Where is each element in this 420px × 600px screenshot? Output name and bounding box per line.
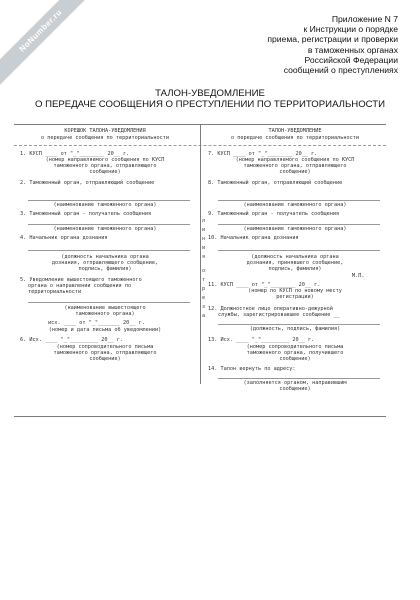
cut-letter: о: [202, 268, 206, 274]
item-5-text: органа о направлении сообщения по: [28, 283, 132, 289]
item-12-caption: (должность, подпись, фамилия): [249, 326, 341, 332]
cut-letter: я: [202, 254, 206, 260]
item-14-caption: сообщение): [279, 386, 311, 392]
item-11: 11. КУСП ____ от "_"________ 20__ г.: [208, 282, 321, 288]
item-2: 2. Таможенный орган, отправляющий сообщение: [20, 180, 155, 186]
stub-heading: КОРЕШОК ТАЛОНА-УВЕДОМЛЕНИЯ: [64, 128, 146, 134]
item-12-text: службы, зарегистрировавшее сообщение __: [218, 312, 340, 318]
header-line: к Инструкции о порядке: [303, 24, 398, 35]
cut-letter: р: [202, 286, 206, 292]
item-9-line: [218, 224, 380, 225]
item-5-text: территориальности: [28, 289, 82, 295]
item-4-caption: дознания, отправляющего сообщение,: [51, 260, 159, 266]
form-bottom-border: [14, 416, 386, 417]
item-6-caption: (номер сопроводительного письма: [56, 344, 154, 350]
document-subtitle: О ПЕРЕДАЧЕ СООБЩЕНИЯ О ПРЕСТУПЛЕНИИ ПО ТЕРРИТОРИАЛЬНОСТИ: [34, 99, 386, 110]
item-14-line: [218, 378, 380, 379]
item-4-caption: подпись, фамилия): [78, 266, 132, 272]
item-13-caption: сообщение): [279, 356, 311, 362]
item-3: 3. Таможенный орган - получатель сообщения: [20, 211, 152, 217]
item-3-line: [28, 224, 190, 225]
item-5-outgoing-caption: (номер и дата письма об уведомлении): [48, 327, 162, 333]
item-10-caption: (должность начальника органа: [251, 254, 339, 260]
item-11-caption: регистрации): [276, 294, 314, 300]
item-1: 1. КУСП ____ от "_"________ 20__ г.: [20, 151, 130, 157]
cut-letter: е: [202, 295, 206, 301]
item-5-caption: таможенного органа): [75, 311, 135, 317]
item-6-caption: сообщение): [89, 356, 121, 362]
cut-letter: з: [202, 304, 206, 310]
item-13: 13. Исх. ____ "_"_________ 20__ г.: [208, 337, 315, 343]
header-line: в таможенных органах: [307, 44, 398, 55]
header-line: приема, регистрации и проверки: [267, 34, 398, 45]
appendix-header: [267, 14, 398, 75]
notification-form: [14, 124, 386, 416]
item-5-caption: (наименование вышестоящего: [64, 305, 146, 311]
coupon-heading: ТАЛОН-УВЕДОМЛЕНИЕ: [268, 128, 322, 134]
item-10: 10. Начальник органа дознания: [208, 235, 299, 241]
coupon-subheading: о передаче сообщения по территориальности: [230, 135, 360, 141]
item-4-caption: (должность начальника органа: [61, 254, 149, 260]
item-9: 9. Таможенный орган - получатель сообщения: [208, 211, 340, 217]
item-12: 12. Должностное лицо оперативно-дежурной: [208, 306, 333, 312]
item-10-line: [218, 250, 380, 251]
item-8-line: [218, 200, 380, 201]
header-line: Приложение N 7: [331, 14, 398, 24]
cut-letter: н: [202, 236, 206, 242]
item-10-caption: дознания, принявшего сообщение,: [246, 260, 344, 266]
item-1-caption: (номер направляемого сообщения по КУСП: [45, 157, 165, 163]
item-1-caption: сообщение): [89, 169, 121, 175]
stamp-place: М.П.: [352, 273, 365, 279]
cut-letter: т: [202, 277, 206, 283]
cut-letter: и: [202, 245, 206, 251]
item-5-outgoing: исх. ____ от "_"_______ 20__ г.: [48, 320, 145, 326]
item-11-caption: (номер по КУСП по новому месту: [248, 288, 342, 294]
item-7: 7. КУСП ____ от "_"________ 20__ г.: [208, 151, 318, 157]
cut-letter: а: [202, 313, 206, 319]
item-5-line: [28, 302, 190, 303]
cut-letter: и: [202, 227, 206, 233]
item-10-caption: подпись, фамилия): [268, 266, 322, 272]
header-line: сообщений о преступлениях: [283, 65, 398, 76]
item-13-caption: таможенного органа, получившего: [246, 350, 344, 356]
watermark-ribbon: NoNumber.ru: [0, 0, 100, 90]
item-8-caption: (наименование таможенного органа): [243, 202, 347, 208]
item-2-line: [28, 200, 190, 201]
item-13-caption: (номер сопроводительного письма: [246, 344, 344, 350]
item-7-caption: сообщение): [279, 169, 311, 175]
item-7-caption: таможенного органа, отправляющего: [243, 163, 347, 169]
item-4: 4. Начальник органа дознания: [20, 235, 108, 241]
item-9-caption: (наименование таможенного органа): [243, 226, 347, 232]
item-1-caption: таможенного органа, отправляющего: [53, 163, 157, 169]
item-14-caption: (заполняется органом, направившим: [243, 380, 347, 386]
cut-letter: л: [202, 218, 206, 224]
item-6: 6. Исх. ____ "_"_________ 20__ г.: [20, 337, 124, 343]
cut-line: [200, 124, 201, 384]
item-12-line: [218, 324, 380, 325]
item-6-caption: таможенного органа, отправляющего: [53, 350, 157, 356]
document-title: ТАЛОН-УВЕДОМЛЕНИЕ: [155, 88, 265, 99]
item-4-line: [28, 250, 190, 251]
header-line: Российской Федерации: [304, 54, 398, 65]
item-3-caption: (наименование таможенного органа): [53, 226, 157, 232]
item-8: 8. Таможенный орган, отправляющий сообщение: [208, 180, 343, 186]
item-2-caption: (наименование таможенного органа): [53, 202, 157, 208]
item-7-caption: (номер направляемого сообщения по КУСП: [235, 157, 355, 163]
item-14: 14. Талон вернуть по адресу:: [208, 366, 296, 372]
item-5: 5. Уведомление вышестоящего таможенного: [20, 277, 142, 283]
stub-subheading: о передаче сообщения по территориальности: [40, 135, 170, 141]
